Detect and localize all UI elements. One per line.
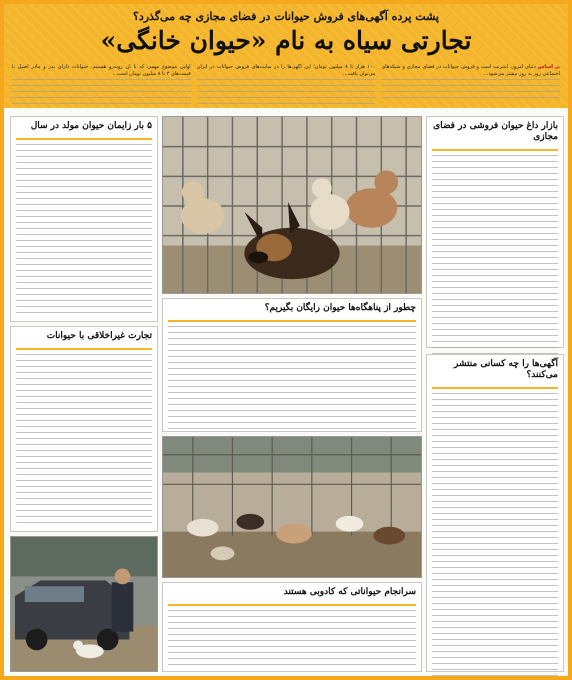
advertisers-title: آگهی‌ها را چه کسانی منتشر می‌کنند؟ (453, 359, 558, 380)
photo-shelter-yard (162, 436, 422, 578)
market-title: بازار داغ حیوان فروشی در فضای مجازی (433, 121, 558, 142)
intro-text-2: ۱۰۰ هزار تا ۸ میلیون تومان؛ این آگهی‌ها را در سایت‌های فروش حیوانات در ایران می‌توان یافت... (196, 64, 376, 77)
advertisers-body (432, 393, 558, 677)
intro-text-3: اولین موضوع مهمی که با آن روبه‌رو هستیم، حیوانات دارای پدر و مادر اصیل با قیمت‌های ٣ تا ٨ میلیون تومان است... (11, 64, 191, 77)
photo-man-dog-car (10, 536, 158, 672)
headline: تجارتی سیاه به نام «حیوان خانگی» (100, 26, 472, 55)
abandoned-body (168, 326, 416, 430)
unethical-title: تجارت غیراخلاقی با حیوانات (46, 331, 152, 341)
puppies-section (10, 116, 158, 322)
photo-dogs-in-cage (162, 116, 422, 294)
intro-block (12, 64, 560, 104)
unethical-section (10, 326, 158, 532)
intro-text-lines (381, 79, 560, 101)
abandoned-title: چطور از پناهگاه‌ها حیوان رایگان بگیریم؟ (264, 303, 416, 313)
fate-body (168, 610, 416, 670)
abandoned-section (162, 298, 422, 432)
advertisers-section (426, 354, 564, 672)
market-body (432, 155, 558, 355)
unethical-body (16, 354, 152, 528)
intro-text-lines (12, 79, 191, 104)
fate-section (162, 582, 422, 672)
fate-title: سرانجام حیواناتی که کادوبی هستند (283, 587, 416, 597)
intro-lead: بر اساس (537, 64, 560, 70)
intro-text-lines (197, 79, 376, 104)
market-section (426, 116, 564, 348)
puppies-title: ۵ بار زایمان حیوان مولد در سال (30, 121, 152, 131)
intro-column-3 (12, 64, 191, 104)
intro-column-2 (197, 64, 376, 104)
puppies-body (16, 144, 152, 318)
kicker: پشت پرده آگهی‌های فروش حیوانات در فضای مجازی چه می‌گذرد؟ (133, 10, 439, 23)
intro-text-1: دنیای امروز، اینترنت است و فروش حیوانات در فضای مجازی و شبکه‌های اجتماعی روز به روز بیشتر می‌شود... (381, 64, 560, 77)
intro-column-1 (381, 64, 560, 104)
